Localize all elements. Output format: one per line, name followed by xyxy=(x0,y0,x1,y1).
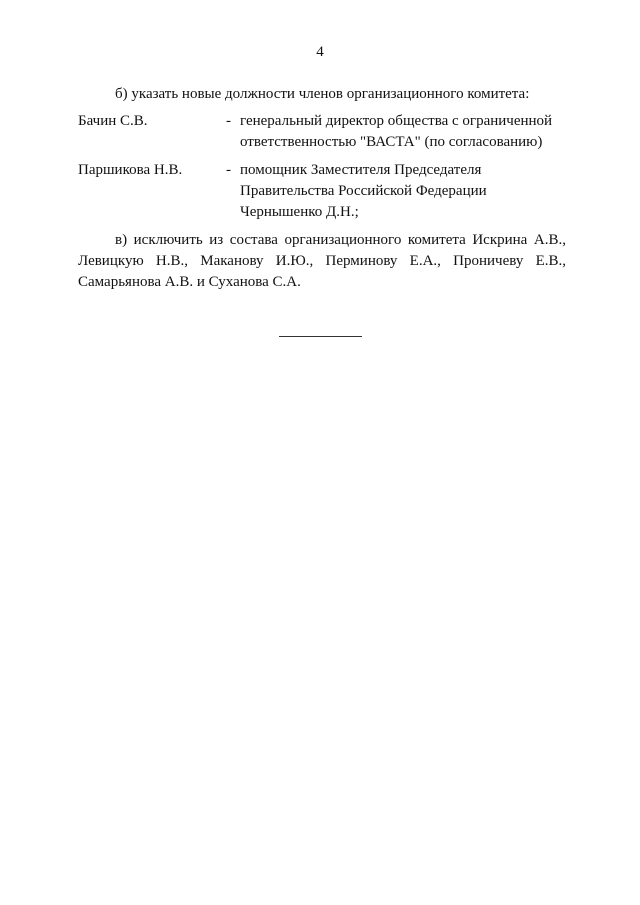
member-role-line: Правительства Российской Федерации xyxy=(240,183,487,199)
member-role-line: ответственностью "ВАСТА" (по согласованию) xyxy=(240,134,543,150)
exclude-paragraph xyxy=(78,230,566,293)
exclude-line: Левицкую Н.В., Маканову И.Ю., Перминову Е.А., Проничеву Е.В., xyxy=(78,253,566,269)
member-dash: - xyxy=(226,162,231,178)
member-role xyxy=(240,160,570,223)
member-role-line: Чернышенко Д.Н.; xyxy=(240,204,359,220)
exclude-line: в) исключить из состава организационного комитета Искрина А.В., xyxy=(115,232,566,248)
page-number: 4 xyxy=(316,44,324,60)
member-name: Бачин С.В. xyxy=(78,113,148,129)
member-name: Паршикова Н.В. xyxy=(78,162,183,178)
member-dash: - xyxy=(226,113,231,129)
member-role-line: помощник Заместителя Председателя xyxy=(240,162,482,178)
member-role-line: генеральный директор общества с ограниченной xyxy=(240,113,553,129)
exclude-line: Самарьянова А.В. и Суханова С.А. xyxy=(78,274,301,290)
end-divider xyxy=(279,336,362,337)
intro-paragraph: б) указать новые должности членов организационного комитета: xyxy=(115,86,530,102)
member-role xyxy=(240,111,570,153)
